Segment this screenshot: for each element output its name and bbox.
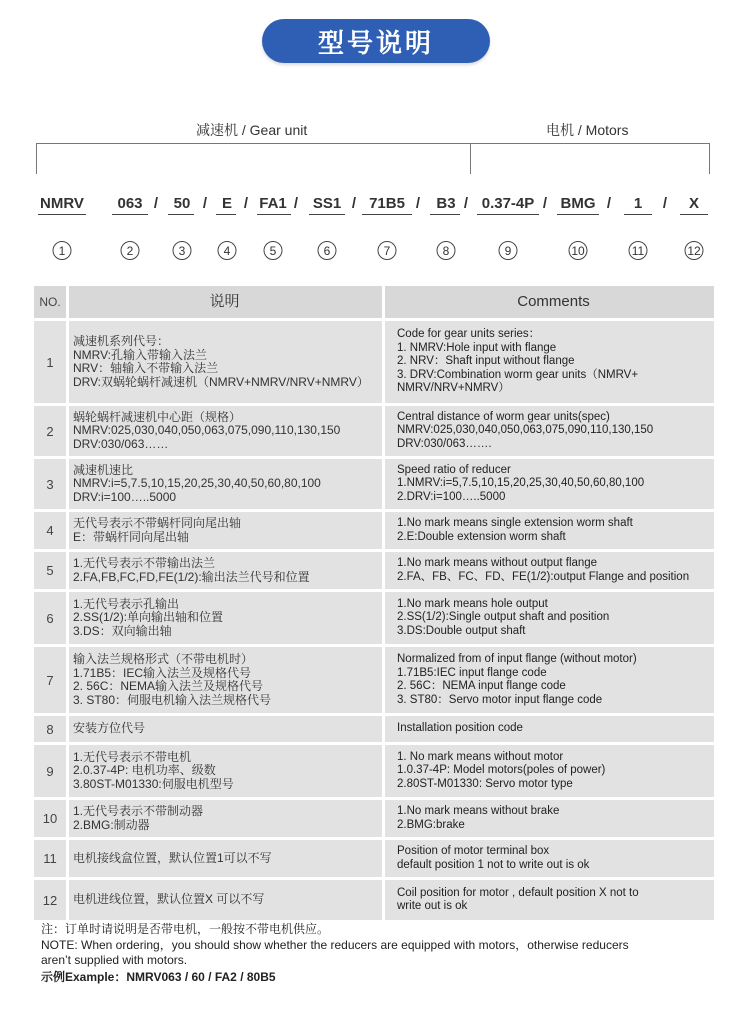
note-cn: 注：订单时请说明是否带电机，一般按不带电机供应。 [41, 922, 330, 936]
row-description-cn [69, 552, 382, 589]
page-title: 型号说明 [262, 19, 490, 63]
en-line: 2.80ST-M01330: Servo motor type [397, 777, 573, 790]
en-line: Normalized from of input flange (without motor) [397, 653, 637, 665]
en-line: 2. NRV：Shaft input without flange [397, 355, 575, 368]
code-underline [112, 214, 148, 215]
bracket-divider [470, 143, 471, 174]
cn-line: 3. ST80：伺服电机输入法兰规格代号 [73, 692, 272, 707]
cn-line: 电机接线盒位置，默认位置1可以不写 [73, 850, 272, 865]
model-code-10: BMG [560, 195, 596, 212]
cn-line: 2.SS(1/2):单向输出轴和位置 [73, 610, 224, 625]
model-code-11: 1 [633, 195, 643, 212]
position-number-9: 9 [499, 241, 518, 260]
code-underline [168, 214, 194, 215]
table-row [34, 647, 714, 713]
en-line: 1.71B5:IEC input flange code [397, 666, 547, 679]
table-row [34, 512, 714, 549]
row-comment-en [385, 880, 714, 920]
row-description-cn [69, 321, 382, 403]
row-description-cn [69, 840, 382, 877]
en-line: 1.No mark means single extension worm shaft [397, 517, 633, 529]
table-row [34, 552, 714, 589]
cn-line: NMRV:025,030,040,050,063,075,090,110,130,150 [73, 423, 341, 438]
en-line: Central distance of worm gear units(spec) [397, 410, 610, 423]
header-no: NO. [34, 286, 66, 318]
en-line: NMRV/NRV+NMRV） [397, 382, 510, 395]
cn-line: DRV:030/063…… [73, 436, 169, 451]
en-line: 1. No mark means without motor [397, 750, 564, 763]
model-code-12: X [688, 195, 700, 212]
code-underline [624, 214, 652, 215]
en-line: 2.FA、FB、FC、FD、FE(1/2):output Flange and position [397, 570, 690, 583]
en-line: Code for gear units series： [397, 328, 541, 341]
cn-line: 2.0.37-4P: 电机功率、级数 [73, 763, 216, 778]
en-line: 1.No mark means without brake [397, 805, 560, 817]
en-line: 3.DS:Double output shaft [397, 624, 526, 637]
separator-slash: / [243, 195, 249, 212]
row-description-cn [69, 716, 382, 742]
cn-line: 2.BMG:制动器 [73, 817, 150, 832]
row-number: 7 [34, 647, 66, 713]
row-comment-en [385, 552, 714, 589]
code-underline [38, 214, 86, 215]
bracket-right-edge [709, 143, 710, 174]
code-underline [362, 214, 412, 215]
row-number: 8 [34, 716, 66, 742]
table-row [34, 716, 714, 742]
table-row [34, 406, 714, 456]
cn-line: NMRV:孔输入带输入法兰 [73, 347, 208, 362]
position-number-6: 6 [318, 241, 337, 260]
separator-slash: / [662, 195, 668, 212]
row-description-cn [69, 592, 382, 644]
model-code-4: E [221, 195, 233, 212]
cn-line: DRV:i=100…..5000 [73, 489, 177, 504]
separator-slash: / [202, 195, 208, 212]
row-comment-en [385, 512, 714, 549]
separator-slash: / [606, 195, 612, 212]
group-bracket [36, 143, 710, 144]
cn-line: 1.无代号表示孔输出 [73, 596, 180, 611]
model-code-6: SS1 [312, 195, 342, 212]
en-line: write out is ok [397, 900, 468, 912]
notes [41, 922, 721, 985]
table-header [34, 286, 714, 318]
row-description-cn [69, 880, 382, 920]
row-comment-en [385, 647, 714, 713]
code-underline [216, 214, 236, 215]
cn-line: 电机进线位置，默认位置X 可以不写 [73, 892, 265, 907]
en-line: 1.No mark means without output flange [397, 557, 598, 569]
model-code-5: FA1 [259, 195, 287, 212]
position-number-11: 11 [629, 241, 648, 260]
code-underline [257, 214, 291, 215]
table-row [34, 800, 714, 837]
cn-line: 无代号表示不带蜗杆同向尾出轴 [73, 516, 242, 530]
en-line: Coil position for motor , default position X not to [397, 886, 639, 899]
en-line: 1.0.37-4P: Model motors(poles of power) [397, 764, 606, 777]
cn-line: 1.无代号表示不带电机 [73, 749, 192, 764]
note-en-line2: aren’t supplied with motors. [41, 953, 188, 967]
row-description-cn [69, 800, 382, 837]
cn-line: 输入法兰规格形式（不带电机时） [73, 652, 254, 666]
table-row [34, 745, 714, 797]
position-number-7: 7 [378, 241, 397, 260]
position-number-8: 8 [437, 241, 456, 260]
en-line: 2. 56C：NEMA input flange code [397, 680, 566, 692]
en-line: default position 1 not to write out is ok [397, 858, 590, 871]
model-code-7: 71B5 [369, 195, 405, 212]
en-line: Installation position code [397, 722, 523, 735]
row-comment-en [385, 321, 714, 403]
row-description-cn [69, 406, 382, 456]
model-code-2: 063 [117, 195, 143, 212]
row-number: 4 [34, 512, 66, 549]
model-code-9: 0.37-4P [481, 195, 535, 212]
model-code-3: 50 [173, 195, 191, 212]
separator-slash: / [415, 195, 421, 212]
row-description-cn [69, 512, 382, 549]
en-line: 2.BMG:brake [397, 818, 465, 831]
en-line: Position of motor terminal box [397, 845, 550, 857]
row-description-cn [69, 459, 382, 509]
spec-table [34, 286, 714, 923]
table-row [34, 321, 714, 403]
position-number-5: 5 [264, 241, 283, 260]
row-comment-en [385, 840, 714, 877]
example-code: 示例Example：NMRV063 / 60 / FA2 / 80B5 [41, 969, 276, 984]
cn-line: 减速机系列代号： [73, 334, 170, 348]
table-row [34, 880, 714, 920]
separator-slash: / [293, 195, 299, 212]
row-description-cn [69, 647, 382, 713]
row-number: 11 [34, 840, 66, 877]
position-number-2: 2 [121, 241, 140, 260]
cn-line: DRV:双蜗轮蜗杆减速机（NMRV+NMRV/NRV+NMRV） [73, 374, 369, 389]
code-underline [309, 214, 345, 215]
separator-slash: / [351, 195, 357, 212]
row-number: 9 [34, 745, 66, 797]
en-line: 1.NMRV:i=5,7.5,10,15,20,25,30,40,50,60,80,100 [397, 477, 645, 490]
row-number: 10 [34, 800, 66, 837]
table-row [34, 592, 714, 644]
row-comment-en [385, 716, 714, 742]
header-en: Comments [385, 286, 714, 318]
code-underline [430, 214, 460, 215]
motors-label: 电机 / Motors [546, 122, 629, 138]
position-number-12: 12 [685, 241, 704, 260]
cn-line: E：带蜗杆同向尾出轴 [73, 529, 190, 544]
code-underline [477, 214, 539, 215]
cn-line: NRV：轴输入不带输入法兰 [73, 361, 219, 375]
row-number: 12 [34, 880, 66, 920]
separator-slash: / [463, 195, 469, 212]
cn-line: 减速机速比 [73, 462, 134, 477]
position-number-3: 3 [173, 241, 192, 260]
model-code-1: NMRV [40, 195, 84, 212]
row-number: 6 [34, 592, 66, 644]
cn-line: 1.无代号表示不带输出法兰 [73, 556, 216, 570]
cn-line: 1.无代号表示不带制动器 [73, 804, 204, 818]
separator-slash: / [153, 195, 159, 212]
row-number: 3 [34, 459, 66, 509]
row-description-cn [69, 745, 382, 797]
cn-line: NMRV:i=5,7.5,10,15,20,25,30,40,50,60,80,100 [73, 476, 321, 491]
row-comment-en [385, 745, 714, 797]
en-line: 3. DRV:Combination worm gear units（NMRV+ [397, 368, 639, 381]
table-row [34, 840, 714, 877]
row-comment-en [385, 592, 714, 644]
en-line: 1.No mark means hole output [397, 597, 548, 610]
row-comment-en [385, 800, 714, 837]
row-number: 2 [34, 406, 66, 456]
en-line: 1. NMRV:Hole input with flange [397, 341, 557, 354]
separator-slash: / [542, 195, 548, 212]
cn-line: 2. 56C：NEMA输入法兰及规格代号 [73, 679, 264, 693]
code-underline [557, 214, 599, 215]
en-line: 3. ST80：Servo motor input flange code [397, 693, 603, 706]
position-number-1: 1 [53, 241, 72, 260]
bracket-left-edge [36, 143, 37, 174]
row-comment-en [385, 406, 714, 456]
header-cn: 说明 [69, 286, 382, 318]
cn-line: 3.80ST-M01330:伺服电机型号 [73, 776, 234, 791]
row-number: 5 [34, 552, 66, 589]
en-line: DRV:030/063……. [397, 437, 492, 450]
model-code-8: B3 [436, 195, 456, 212]
en-line: NMRV:025,030,040,050,063,075,090,110,130,150 [397, 424, 654, 437]
row-comment-en [385, 459, 714, 509]
en-line: Speed ratio of reducer [397, 463, 511, 476]
cn-line: 2.FA,FB,FC,FD,FE(1/2):输出法兰代号和位置 [73, 569, 310, 584]
cn-line: 蜗轮蜗杆减速机中心距（规格） [73, 409, 242, 424]
en-line: 2.DRV:i=100…..5000 [397, 490, 506, 503]
en-line: 2.SS(1/2):Single output shaft and position [397, 611, 610, 624]
code-underline [680, 214, 708, 215]
position-number-10: 10 [569, 241, 588, 260]
position-number-4: 4 [218, 241, 237, 260]
cn-line: 3.DS：双向输出轴 [73, 623, 172, 638]
table-row [34, 459, 714, 509]
cn-line: 1.71B5：IEC输入法兰及规格代号 [73, 665, 252, 680]
note-en-line1: NOTE: When ordering，you should show whether the reducers are equipped with motors，otherwise reducers [41, 937, 629, 952]
gear-unit-label: 减速机 / Gear unit [196, 122, 308, 138]
cn-line: 安装方位代号 [73, 721, 146, 736]
en-line: 2.E:Double extension worm shaft [397, 530, 566, 543]
row-number: 1 [34, 321, 66, 403]
